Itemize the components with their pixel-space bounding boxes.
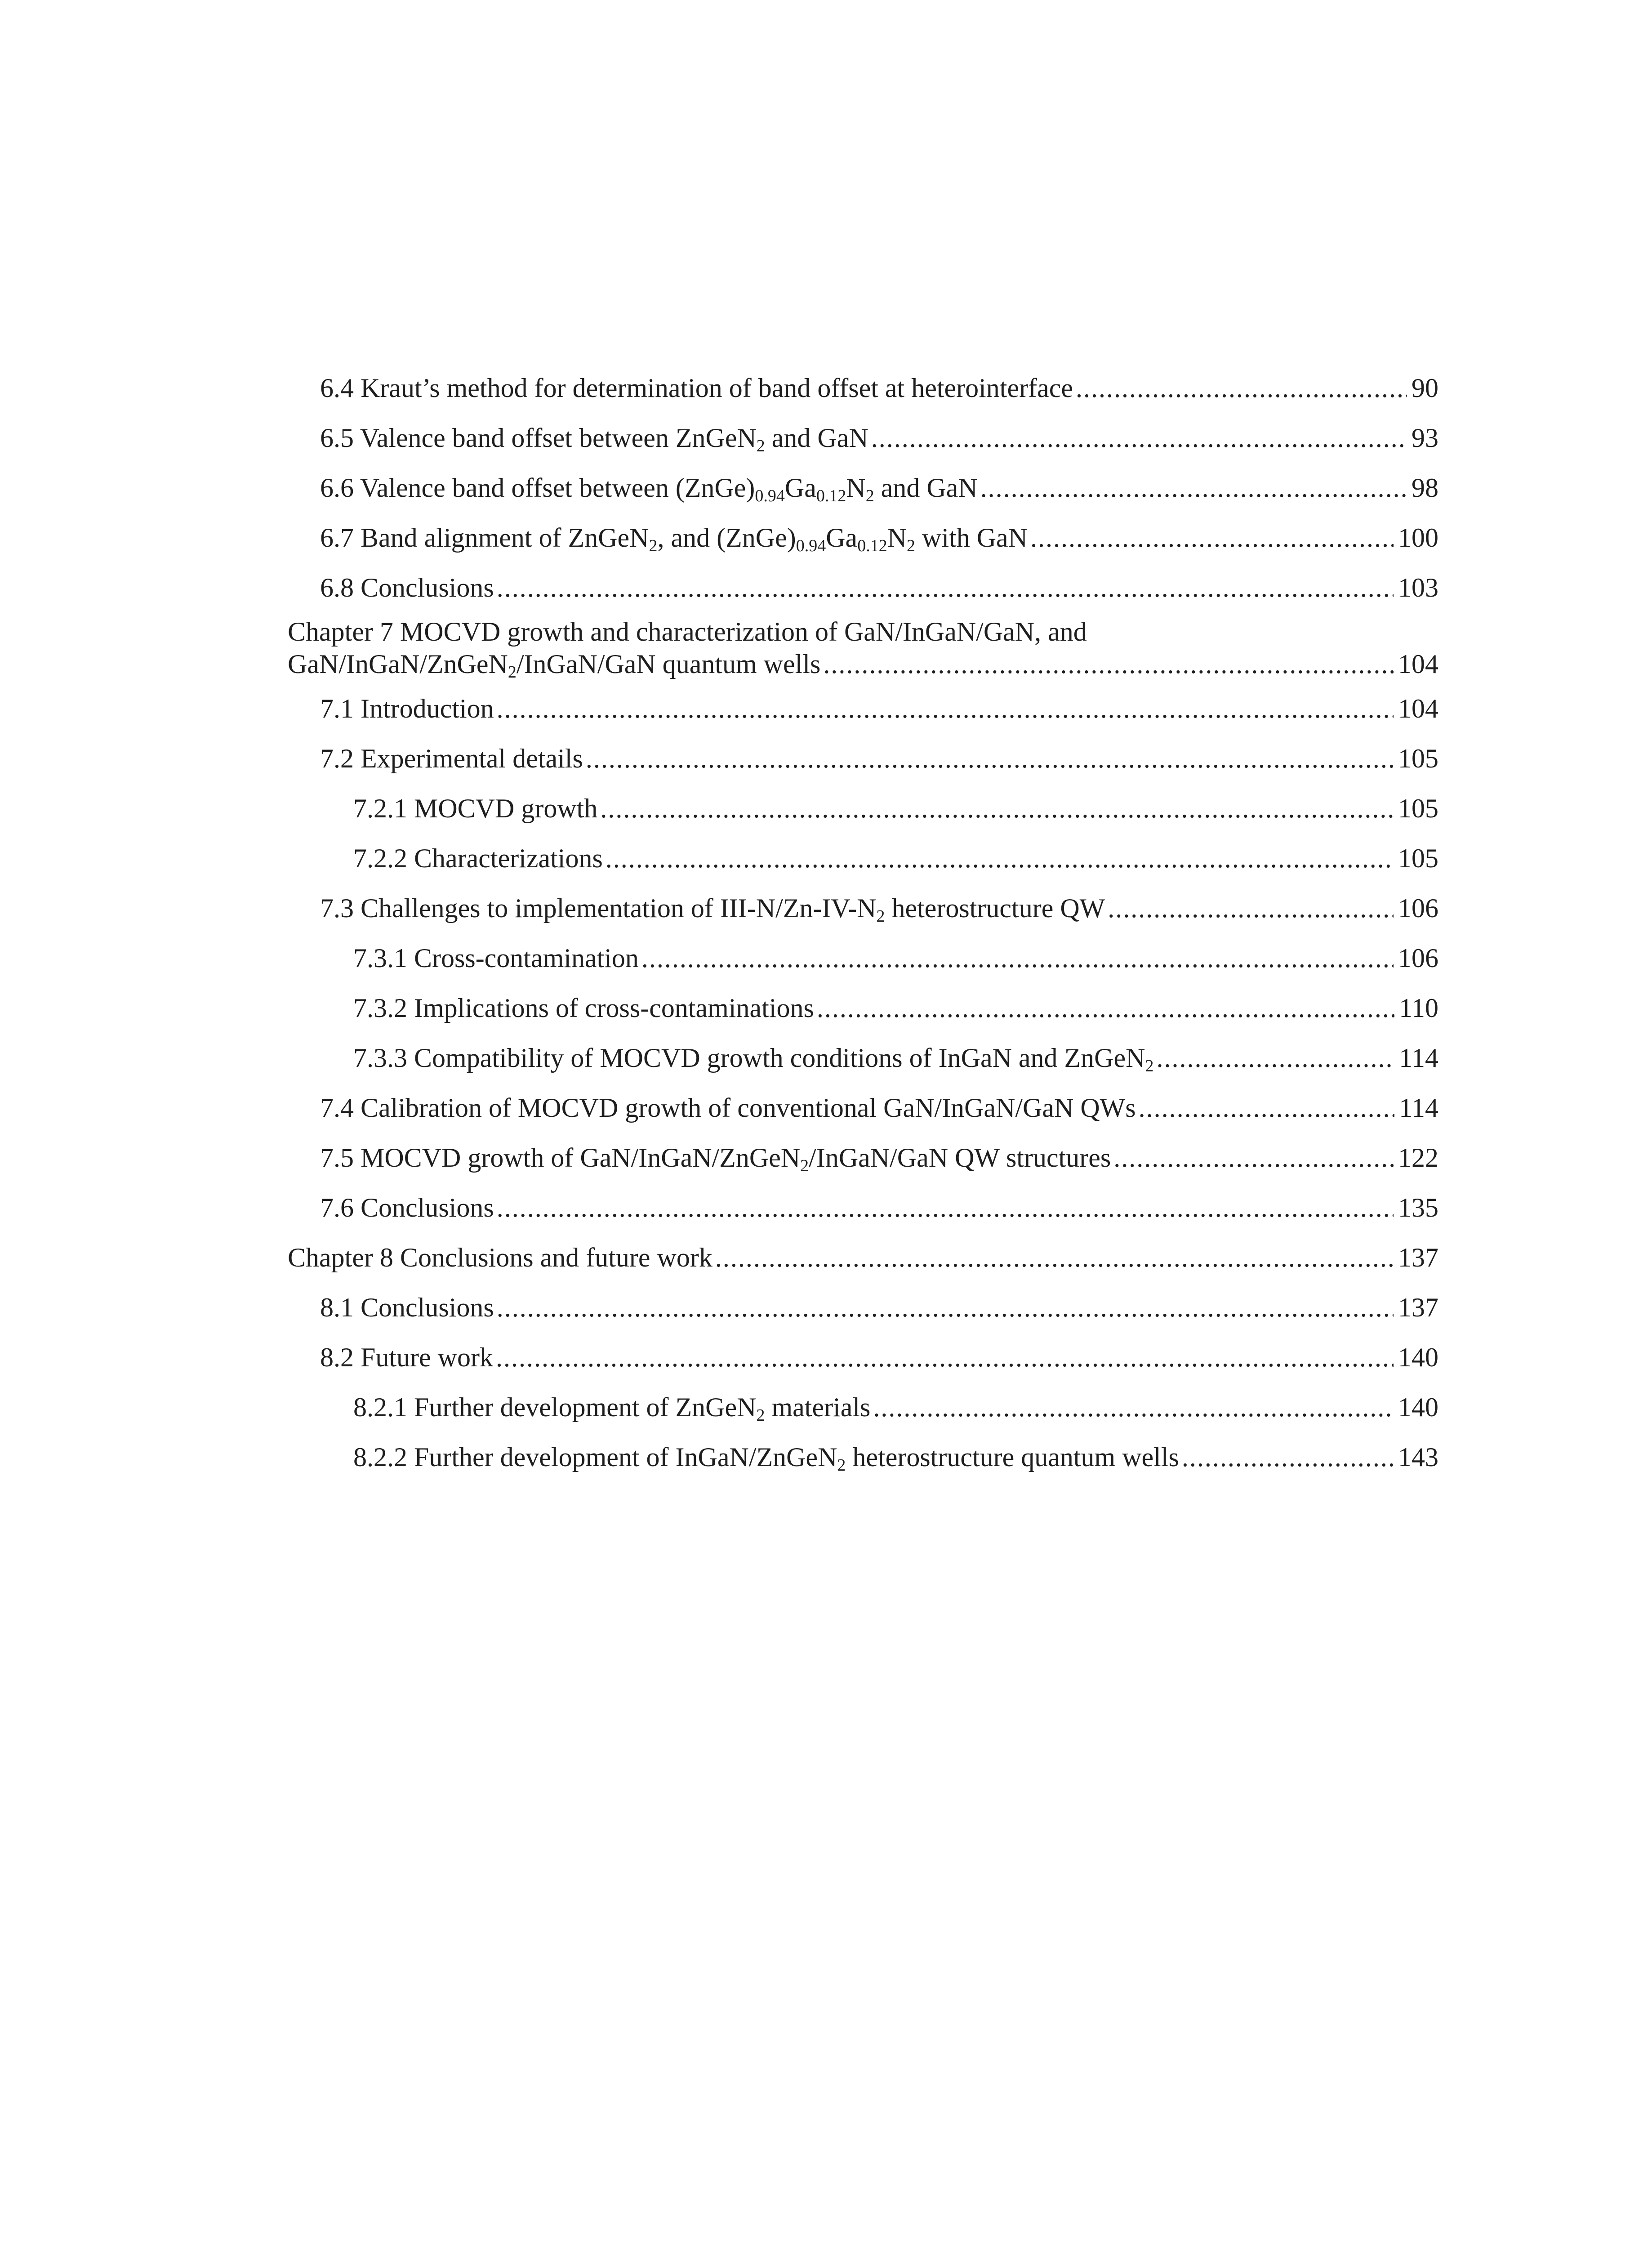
toc-entry-title: 7.4 Calibration of MOCVD growth of conventional GaN/InGaN/GaN QWs bbox=[320, 1093, 1136, 1123]
toc-entry-title-line1: Chapter 7 MOCVD growth and characterization of GaN/InGaN/GaN, and bbox=[288, 617, 1087, 647]
toc-entry-7-3-2[interactable] bbox=[288, 983, 1438, 1033]
toc-page-number: 137 bbox=[1398, 1293, 1438, 1322]
toc-entry-title: 8.2.1 Further development of ZnGeN$_2$ materials bbox=[353, 1392, 871, 1425]
toc-page-number: 105 bbox=[1398, 744, 1438, 773]
toc-entry-title: 7.2.2 Characterizations bbox=[353, 843, 603, 873]
toc-entry-title: 7.5 MOCVD growth of GaN/InGaN/ZnGeN$_2$/InGaN/GaN QW structures bbox=[320, 1143, 1111, 1175]
toc-page-number: 105 bbox=[1398, 843, 1438, 873]
toc-page-number: 114 bbox=[1399, 1093, 1438, 1123]
dot-leader bbox=[1182, 1432, 1394, 1482]
toc-entry-title-line2: GaN/InGaN/ZnGeN$_2$/InGaN/GaN quantum wells ..... 104 bbox=[288, 648, 1438, 680]
toc-entry-6-8[interactable] bbox=[288, 563, 1438, 613]
toc-entry-8-2-1[interactable] bbox=[288, 1383, 1438, 1432]
dot-leader bbox=[641, 933, 1394, 983]
toc-entry-title: 7.2 Experimental details bbox=[320, 744, 583, 773]
toc-entry-chapter-8[interactable] bbox=[288, 1233, 1438, 1283]
toc-entry-title: 7.3.3 Compatibility of MOCVD growth conditions of InGaN and ZnGeN$_2$ bbox=[353, 1043, 1154, 1075]
dot-leader bbox=[497, 563, 1394, 613]
toc-page-number: 104 bbox=[1398, 649, 1438, 679]
dot-leader bbox=[1030, 513, 1394, 563]
dot-leader bbox=[1108, 883, 1394, 933]
dot-leader bbox=[586, 734, 1394, 784]
toc-entry-7-2[interactable] bbox=[288, 734, 1438, 784]
toc-entry-8-2[interactable] bbox=[288, 1333, 1438, 1383]
toc-entry-title: 8.2 Future work bbox=[320, 1343, 493, 1372]
toc-entry-title: 6.8 Conclusions bbox=[320, 573, 494, 602]
toc-entry-7-4[interactable] bbox=[288, 1083, 1438, 1133]
toc-page-number: 135 bbox=[1398, 1193, 1438, 1222]
toc-entry-title: 7.1 Introduction bbox=[320, 694, 494, 723]
toc-page-number: 143 bbox=[1398, 1442, 1438, 1472]
dot-leader bbox=[497, 1283, 1394, 1333]
toc-page-number: 140 bbox=[1398, 1392, 1438, 1422]
toc-entry-title: 6.5 Valence band offset between ZnGeN$_2$ and GaN bbox=[320, 423, 868, 455]
toc-entry-7-3[interactable] bbox=[288, 883, 1438, 933]
toc-entry-7-1[interactable] bbox=[288, 684, 1438, 734]
toc-page-number: 106 bbox=[1398, 893, 1438, 923]
toc-page-number: 93 bbox=[1412, 423, 1438, 453]
dot-leader bbox=[871, 413, 1407, 463]
toc-page-number: 90 bbox=[1412, 373, 1438, 403]
toc-entry-7-5[interactable] bbox=[288, 1133, 1438, 1183]
toc-entry-chapter-7[interactable] bbox=[288, 613, 1438, 684]
table-of-contents bbox=[288, 363, 1438, 1482]
toc-page-number: 140 bbox=[1398, 1343, 1438, 1372]
dot-leader bbox=[1113, 1133, 1394, 1183]
dot-leader bbox=[873, 1383, 1394, 1432]
toc-entry-title: 6.7 Band alignment of ZnGeN$_2$, and $(ZnGe)_{0.94}Ga_{0.12}N_2$ with GaN bbox=[320, 523, 1028, 555]
toc-entry-7-2-1[interactable] bbox=[288, 784, 1438, 834]
dot-leader bbox=[817, 983, 1394, 1033]
toc-entry-title: 7.6 Conclusions bbox=[320, 1193, 494, 1222]
toc-entry-title: 8.2.2 Further development of InGaN/ZnGeN$_2$ heterostructure quantum wells bbox=[353, 1442, 1179, 1475]
toc-entry-8-1[interactable] bbox=[288, 1283, 1438, 1333]
toc-page-number: 105 bbox=[1398, 794, 1438, 823]
toc-page-number: 104 bbox=[1398, 694, 1438, 723]
toc-page-number: 110 bbox=[1399, 993, 1438, 1023]
dot-leader bbox=[1139, 1083, 1395, 1133]
toc-page-number: 122 bbox=[1398, 1143, 1438, 1173]
toc-entry-7-6[interactable] bbox=[288, 1183, 1438, 1233]
toc-entry-6-4[interactable] bbox=[288, 363, 1438, 413]
dot-leader bbox=[1156, 1033, 1394, 1083]
dot-leader bbox=[497, 684, 1394, 734]
toc-entry-6-7[interactable] bbox=[288, 513, 1438, 563]
toc-page-number: 98 bbox=[1412, 473, 1438, 503]
dot-leader bbox=[1076, 363, 1407, 413]
toc-page-number: 114 bbox=[1399, 1043, 1438, 1073]
toc-entry-6-5[interactable] bbox=[288, 413, 1438, 463]
dot-leader bbox=[497, 1183, 1394, 1233]
dot-leader bbox=[496, 1333, 1394, 1383]
dot-leader bbox=[980, 463, 1407, 513]
toc-entry-7-2-2[interactable] bbox=[288, 834, 1438, 883]
toc-entry-7-3-1[interactable] bbox=[288, 933, 1438, 983]
toc-entry-6-6[interactable] bbox=[288, 463, 1438, 513]
toc-page-number: 103 bbox=[1398, 573, 1438, 602]
toc-page-number: 137 bbox=[1398, 1243, 1438, 1272]
toc-entry-title: 8.1 Conclusions bbox=[320, 1293, 494, 1322]
toc-entry-title: 7.3.1 Cross-contamination bbox=[353, 943, 639, 973]
toc-entry-title: 7.3.2 Implications of cross-contaminations bbox=[353, 993, 814, 1023]
toc-page-number: 106 bbox=[1398, 943, 1438, 973]
toc-page-number: 100 bbox=[1398, 523, 1438, 553]
dot-leader bbox=[823, 648, 1394, 680]
toc-entry-8-2-2[interactable] bbox=[288, 1432, 1438, 1482]
toc-entry-title: 6.6 Valence band offset between $(ZnGe)_{0.94}Ga_{0.12}N_2$ and GaN bbox=[320, 473, 978, 505]
toc-entry-7-3-3[interactable] bbox=[288, 1033, 1438, 1083]
toc-entry-title: 7.2.1 MOCVD growth bbox=[353, 794, 598, 823]
toc-entry-title: Chapter 8 Conclusions and future work bbox=[288, 1243, 712, 1272]
dot-leader bbox=[600, 784, 1394, 834]
dot-leader bbox=[715, 1233, 1394, 1283]
dot-leader bbox=[606, 834, 1394, 883]
toc-entry-title: 7.3 Challenges to implementation of III-$N/Zn-IV-N_2$ heterostructure QW bbox=[320, 893, 1105, 926]
toc-entry-title: 6.4 Kraut’s method for determination of band offset at heterointerface bbox=[320, 373, 1073, 403]
